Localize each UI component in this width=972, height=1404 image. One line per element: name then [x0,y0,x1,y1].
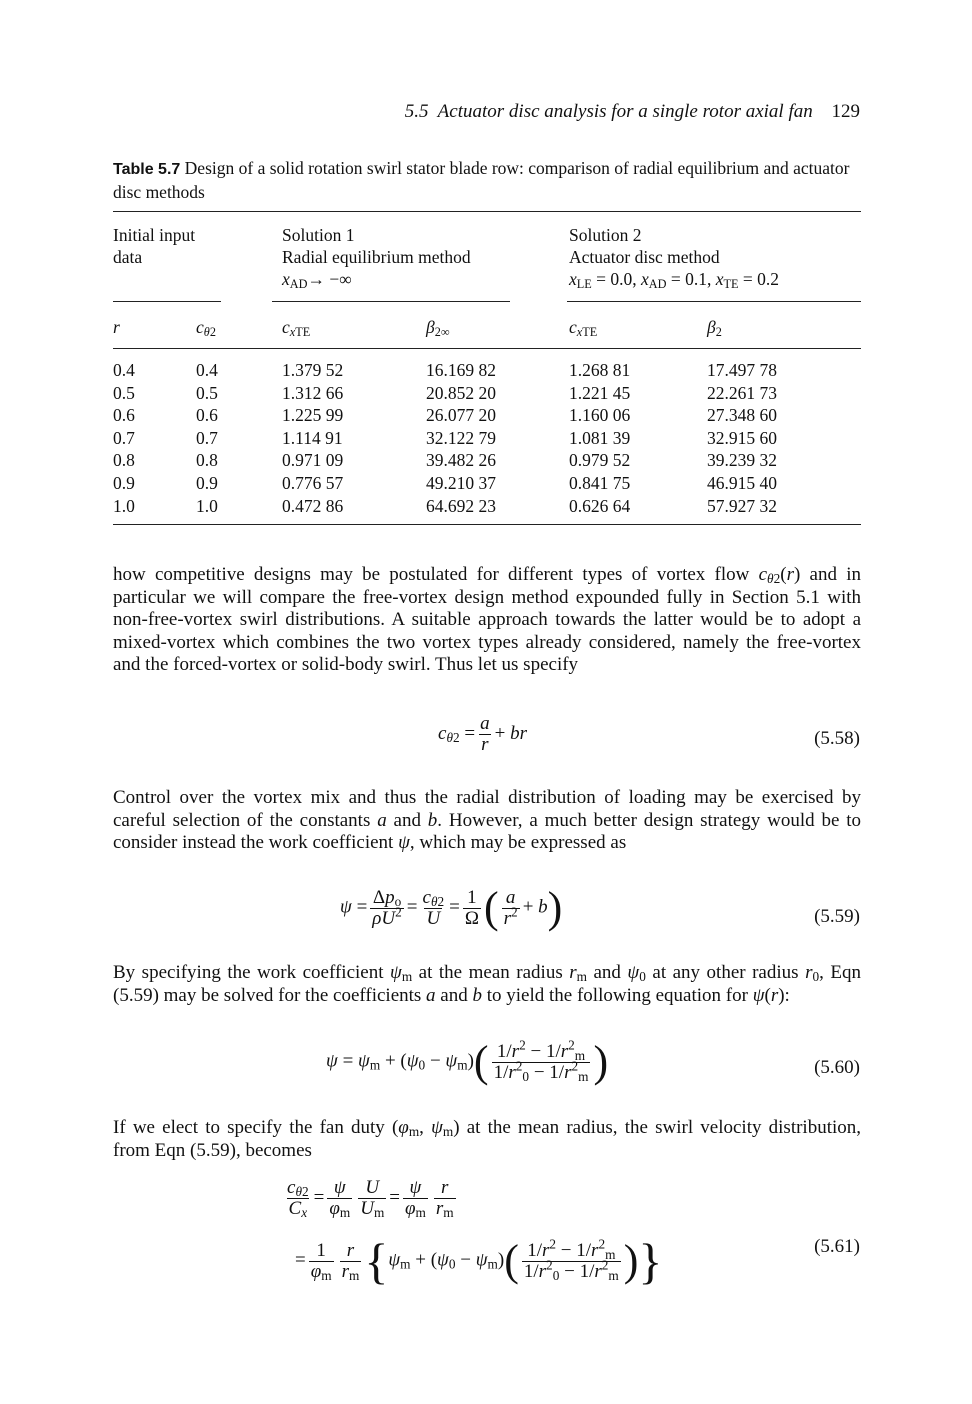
table-label: Table 5.7 [113,161,181,178]
col-header-cxte-2: $c_{xTE}$ [569,317,598,339]
table-group2-rule [272,301,510,302]
table-cell: 46.915 40 [707,473,777,493]
table-cell: 0.6 [196,405,218,426]
table-cell: 0.4 [113,360,135,380]
page-number: 129 [831,101,860,122]
table-cell: 0.626 64 [569,495,631,516]
table-top-rule [113,211,861,212]
col-header-beta2inf: $\beta_{2\infty}$ [426,317,450,339]
table-cell: 0.7 [113,427,135,448]
table-cell: 1.081 39 [569,427,631,448]
table-cell: 49.210 37 [426,473,496,493]
paragraph-3: By specifying the work coefficient $\psi_m$ at the mean radius $r_m$ and $\psi_0$ at any other radius $r_0$, Eqn (5.59) may be solved for the coefficients a and b to yield the following equation for ψ(r): [113,962,861,1006]
group-solution1: Solution 1 [282,225,355,245]
table-group3-rule [567,301,861,302]
col-header-r: r [113,317,120,337]
table-caption [113,157,861,203]
table-cell: 0.5 [113,382,135,403]
equation-number-5-59: (5.59) [814,906,860,927]
table-bottom-rule [113,524,861,525]
group-solution1-method: Radial equilibrium method [282,247,471,267]
paragraph-2: Control over the vortex mix and thus the radial distribution of loading may be exercised by careful selection of the constants a and b. However, a much better design strategy would be to consider instead the work coefficient ψ, which may be expressed as [113,787,862,853]
table-cell: 0.7 [196,427,218,448]
table-cell: 39.239 32 [707,450,777,471]
table-cell: 16.169 82 [426,360,496,380]
table-cell: 0.9 [196,473,218,493]
paragraph-1: how competitive designs may be postulated for different types of vortex flow $c_{\theta 2}(r)$ and in particular we will compare the free-vortex design method expounded fully in Section 5.1 with non-free-vortex swirl distributions. A suitable approach towards the latter would be to adopt a mixed-vortex which combines the two vortex types already considered, namely the free-vortex and the forced-vortex or solid-body swirl. Thus let us specify [113,564,861,675]
table-cell: 57.927 32 [707,495,777,516]
group-solution2-method: Actuator disc method [569,247,720,267]
table-cell: 1.0 [113,495,135,516]
table-cell: 26.077 20 [426,405,496,426]
col-header-ctheta2: $c_{\theta 2}$ [196,317,216,339]
table-cell: 0.472 86 [282,495,344,516]
table-cell: 1.221 45 [569,382,631,403]
equation-5-61-line1: $\frac{c_{\theta 2}}{C_x}$ = $\frac{\psi}{\varphi_m}$ $\frac{U}{U_m}$ = $\frac{\psi}{\varphi_m}$ $\frac{r}{r_m}$ [287,1177,454,1220]
table-cell: 0.979 52 [569,450,631,471]
group-solution2: Solution 2 [569,225,642,245]
table-cell: 1.268 81 [569,360,631,380]
group-solution2-condition: $x_{LE} = 0.0$, $x_{AD} = 0.1$, $x_{TE} = 0.2$ [569,269,779,291]
group-initial-input: Initial input [113,225,196,245]
paragraph-4: If we elect to specify the fan duty ($\varphi_m$, $\psi_m$) at the mean radius, the swirl velocity distribution, from Eqn (5.59), becomes [113,1117,862,1161]
equation-number-5-61: (5.61) [814,1236,860,1257]
running-header [405,101,860,123]
table-cell: 64.692 23 [426,495,496,516]
table-cell: 1.160 06 [569,405,631,426]
equation-5-60: $\psi = \psi_m + (\psi_0 - \psi_m)$( $\frac{1/r^2 - 1/r^2_m}{1/r^2_0 - 1/r^2_m}$ ) [326,1037,609,1086]
table-cell: 17.497 78 [707,360,777,380]
table-cell: 27.348 60 [707,405,777,426]
table-cell: 0.8 [113,450,135,471]
table-cell: 1.225 99 [282,405,344,426]
equation-5-61-line2: = $\frac{1}{\varphi_m}$ $\frac{r}{r_m}$ {$\psi_m + (\psi_0 - \psi_m)$( $\frac{1/r^2 - 1/r^2_m}{1/r^2_0 - 1/r^2_m}$ )} [295,1233,663,1289]
table-cell: 39.482 26 [426,450,496,471]
table-cell: 0.971 09 [282,450,344,471]
table-cell: 0.841 75 [569,473,631,493]
table-cell: 0.8 [196,450,218,471]
table-group1-rule [113,301,221,302]
table-cell: 1.114 91 [282,427,343,448]
table-cell: 20.852 20 [426,382,496,403]
group-initial-data: data [113,247,143,267]
table-cell: 32.915 60 [707,427,777,448]
table-cell: 1.0 [196,495,218,516]
table-cell: 0.5 [196,382,218,403]
section-name: Actuator disc analysis for a single rotor axial fan [437,101,813,122]
table-cell: 0.776 57 [282,473,344,493]
table-cell: 0.4 [196,360,218,380]
table-header-rule [113,348,861,349]
table-cell: 32.122 79 [426,427,496,448]
equation-number-5-58: (5.58) [814,728,860,749]
equation-number-5-60: (5.60) [814,1057,860,1078]
table-cell: 0.6 [113,405,135,426]
col-header-beta2: $\beta_2$ [707,317,722,339]
equation-5-58: $c_{\theta 2}$ = $\frac{a}{r}$ + br [438,713,527,755]
table-caption-text: Design of a solid rotation swirl stator blade row: comparison of radial equilibrium and actuator disc methods [113,158,850,202]
equation-5-59: ψ = $\frac{\Delta p_o}{\rho U^2}$ = $\frac{c_{\theta 2}}{U}$ = $\frac{1}{\Omega}$ ( $\frac{a}{r^2}$ + b) [340,883,563,932]
table-cell: 0.9 [113,473,135,493]
group-solution1-condition: $x_{AD}\to$ −∞ [282,269,352,291]
table-cell: 1.379 52 [282,360,344,380]
table-cell: 22.261 73 [707,382,777,403]
table-cell: 1.312 66 [282,382,344,403]
section-title: 5.5 [404,101,429,122]
col-header-cxte-1: $c_{xTE}$ [282,317,311,339]
